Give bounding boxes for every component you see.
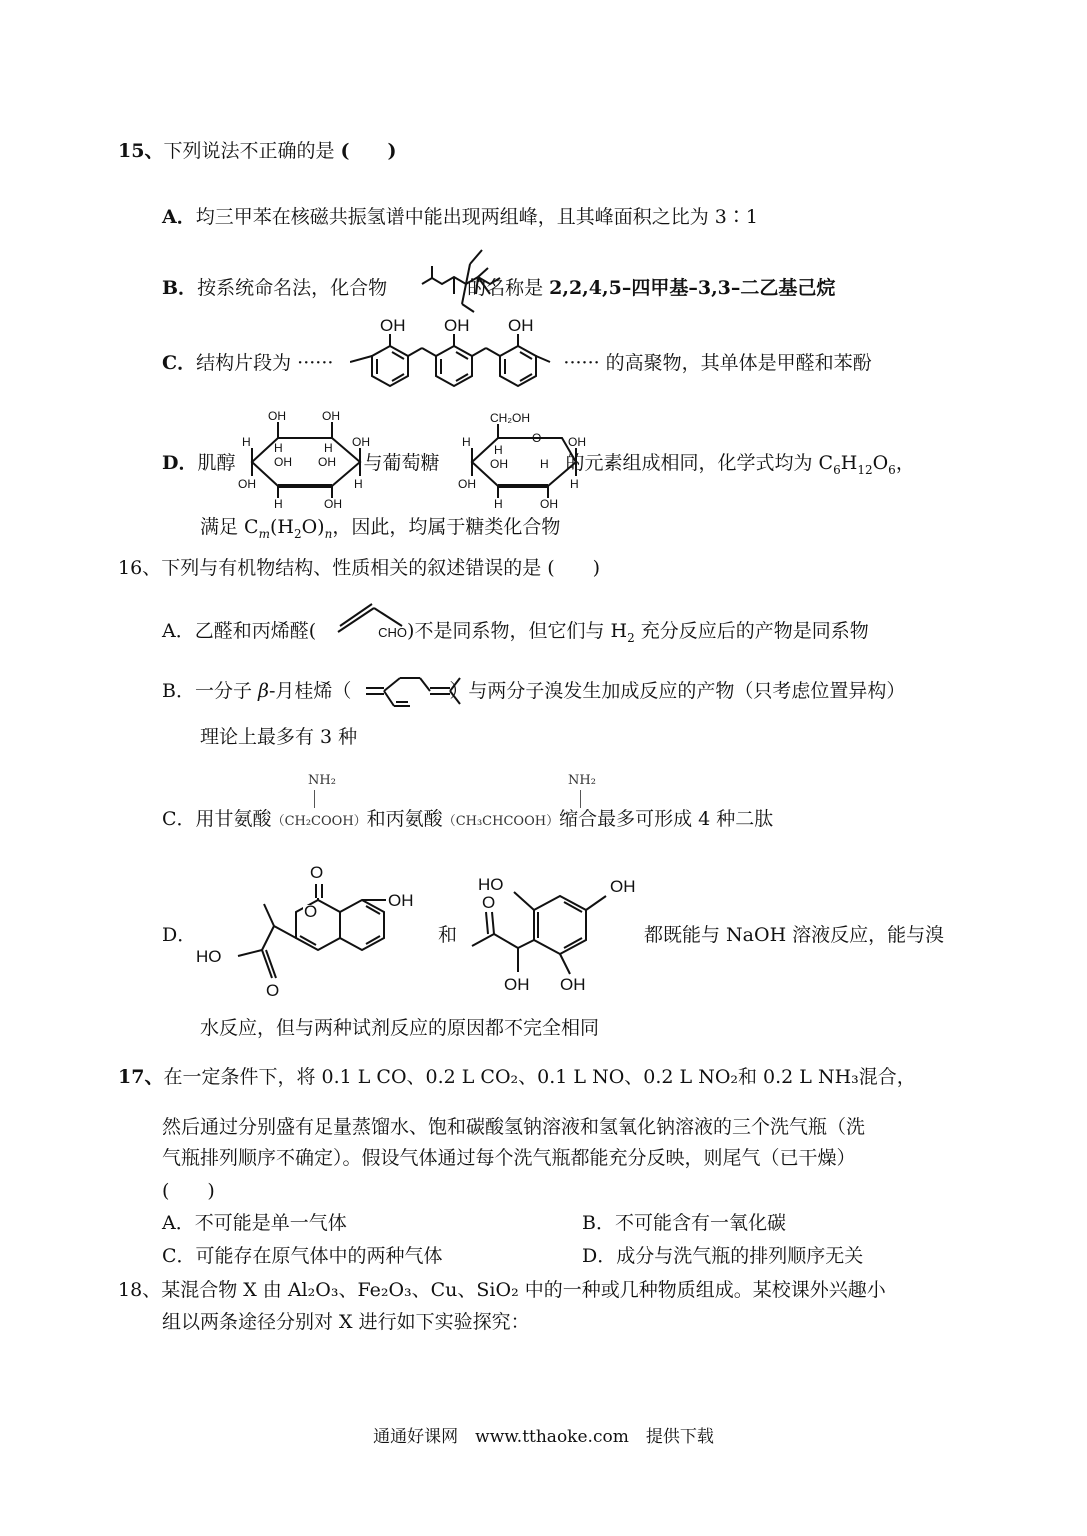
svg-text:OH: OH — [490, 457, 508, 471]
q15-c-oh-label-2: OH — [444, 316, 470, 335]
svg-text:HO: HO — [196, 947, 222, 966]
svg-text:H: H — [494, 443, 503, 457]
svg-text:OH: OH — [458, 477, 476, 491]
q15-stem: 15、下列说法不正确的是 ( ) — [118, 140, 397, 162]
q16-stem: 16、下列与有机物结构、性质相关的叙述错误的是 ( ) — [118, 557, 601, 579]
svg-text:OH: OH — [274, 455, 292, 469]
svg-text:OH: OH — [568, 435, 586, 449]
svg-text:H: H — [242, 435, 251, 449]
svg-text:OH: OH — [238, 477, 256, 491]
q16-d-phloroglucinol-ketone-structure — [460, 866, 650, 996]
q17-option-c: C．可能存在原气体中的两种气体 — [162, 1245, 443, 1267]
svg-text:H: H — [494, 497, 503, 511]
q15-c-phenol-resin-structure — [350, 314, 580, 414]
svg-text:O: O — [310, 863, 324, 882]
svg-text:OH: OH — [324, 497, 342, 511]
svg-text:O: O — [266, 981, 280, 1000]
svg-text:OH: OH — [322, 409, 340, 423]
q17-bracket: ( ) — [162, 1180, 215, 1202]
q16-d-and: 和 — [438, 924, 458, 946]
q16-d-isocoumarin-structure — [192, 860, 442, 1000]
q16-option-b-line1: B．一分子 β-月桂烯（ ）与两分子溴发生加成反应的产物（只考虑位置异构） — [162, 680, 906, 702]
q15-b-alkane-structure — [420, 244, 504, 314]
svg-text:O: O — [304, 902, 318, 921]
q16-c-gly-nh2: NH₂ — [308, 773, 336, 788]
q17-option-a: A．不可能是单一气体 — [162, 1212, 347, 1234]
q15-d-glucose-structure — [458, 408, 592, 512]
svg-text:CH₂OH: CH₂OH — [490, 411, 530, 425]
q17-stem-line2: 然后通过分别盛有足量蒸馏水、饱和碳酸氢钠溶液和氢氧化钠溶液的三个洗气瓶（洗 — [162, 1116, 866, 1138]
svg-text:H: H — [274, 441, 283, 455]
svg-text:H: H — [354, 477, 363, 491]
glucose-ring-oxygen: O — [532, 431, 542, 445]
q16-option-a: A．乙醛和丙烯醛( CHO)不是同系物，但它们与 $H_2$ 充分反应后的产物是同系物 — [162, 620, 869, 645]
svg-text:OH: OH — [504, 975, 530, 994]
q17-stem-line3: 气瓶排列顺序不确定）。假设气体通过每个洗气瓶都能充分反映，则尾气（已干燥） — [162, 1147, 856, 1169]
q16-option-d-line1: 都既能与 NaOH 溶液反应，能与溴 — [644, 924, 945, 946]
q15-option-b: B．按系统命名法，化合物 的名称是 2,2,4,5–四甲基–3,3–二乙基己烷 — [162, 277, 836, 299]
q15-option-d-line1: D．肌醇 与葡萄糖 的元素组成相同，化学式均为 $C_6H_{12}O_6$， — [162, 452, 915, 477]
svg-text:H: H — [570, 477, 579, 491]
q15-option-d-line2: 满足 $C_m(H_2O)_n$，因此，均属于糖类化合物 — [200, 516, 561, 541]
q18-stem-line2: 组以两条途径分别对 X 进行如下实验探究： — [162, 1311, 530, 1333]
svg-text:HO: HO — [478, 875, 504, 894]
q15-c-oh-label-3: OH — [508, 316, 534, 335]
svg-text:H: H — [274, 497, 283, 511]
svg-text:OH: OH — [560, 975, 586, 994]
svg-text:OH: OH — [388, 891, 414, 910]
q16-c-ala-nh2: NH₂ — [568, 773, 596, 788]
q15-option-c: C．结构片段为 ······ ······ 的高聚物，其单体是甲醛和苯酚 — [162, 352, 872, 374]
q17-option-d: D．成分与洗气瓶的排列顺序无关 — [582, 1245, 864, 1267]
q16-option-b-line2: 理论上最多有 3 种 — [200, 726, 358, 748]
q17-option-b: B．不可能含有一氧化碳 — [582, 1212, 786, 1234]
q15-c-oh-label-1: OH — [380, 316, 406, 335]
q16-a-acrolein-structure — [336, 600, 404, 636]
q15-d-inositol-structure — [238, 408, 374, 512]
q16-b-myrcene-structure — [364, 670, 464, 710]
q16-option-d-line2: 水反应，但与两种试剂反应的原因都不完全相同 — [200, 1017, 600, 1039]
svg-text:O: O — [482, 893, 496, 912]
svg-text:OH: OH — [610, 877, 636, 896]
q16-option-d-label: D． — [162, 924, 197, 946]
q16-option-c: C．用甘氨酸（CH₂COOH）和丙氨酸（CH₃CHCOOH）缩合最多可形成 4 种二肽 — [162, 808, 774, 830]
svg-text:OH: OH — [318, 455, 336, 469]
svg-text:OH: OH — [540, 497, 558, 511]
svg-text:H: H — [540, 457, 549, 471]
svg-text:H: H — [462, 435, 471, 449]
svg-text:OH: OH — [352, 435, 370, 449]
page-footer: 通通好课网 www.tthaoke.com 提供下载 — [373, 1427, 714, 1447]
q17-stem: 17、在一定条件下，将 0.1 L CO、0.2 L CO₂、0.1 L NO、0.2 L NO₂和 0.2 L NH₃混合， — [118, 1066, 916, 1088]
q18-stem: 18、某混合物 X 由 Al₂O₃、Fe₂O₃、Cu、SiO₂ 中的一种或几种物质组成。某校课外兴趣小 — [118, 1279, 886, 1301]
svg-text:H: H — [324, 441, 333, 455]
svg-text:OH: OH — [268, 409, 286, 423]
q15-option-a: A．均三甲苯在核磁共振氢谱中能出现两组峰，且其峰面积之比为 3∶1 — [162, 206, 758, 228]
